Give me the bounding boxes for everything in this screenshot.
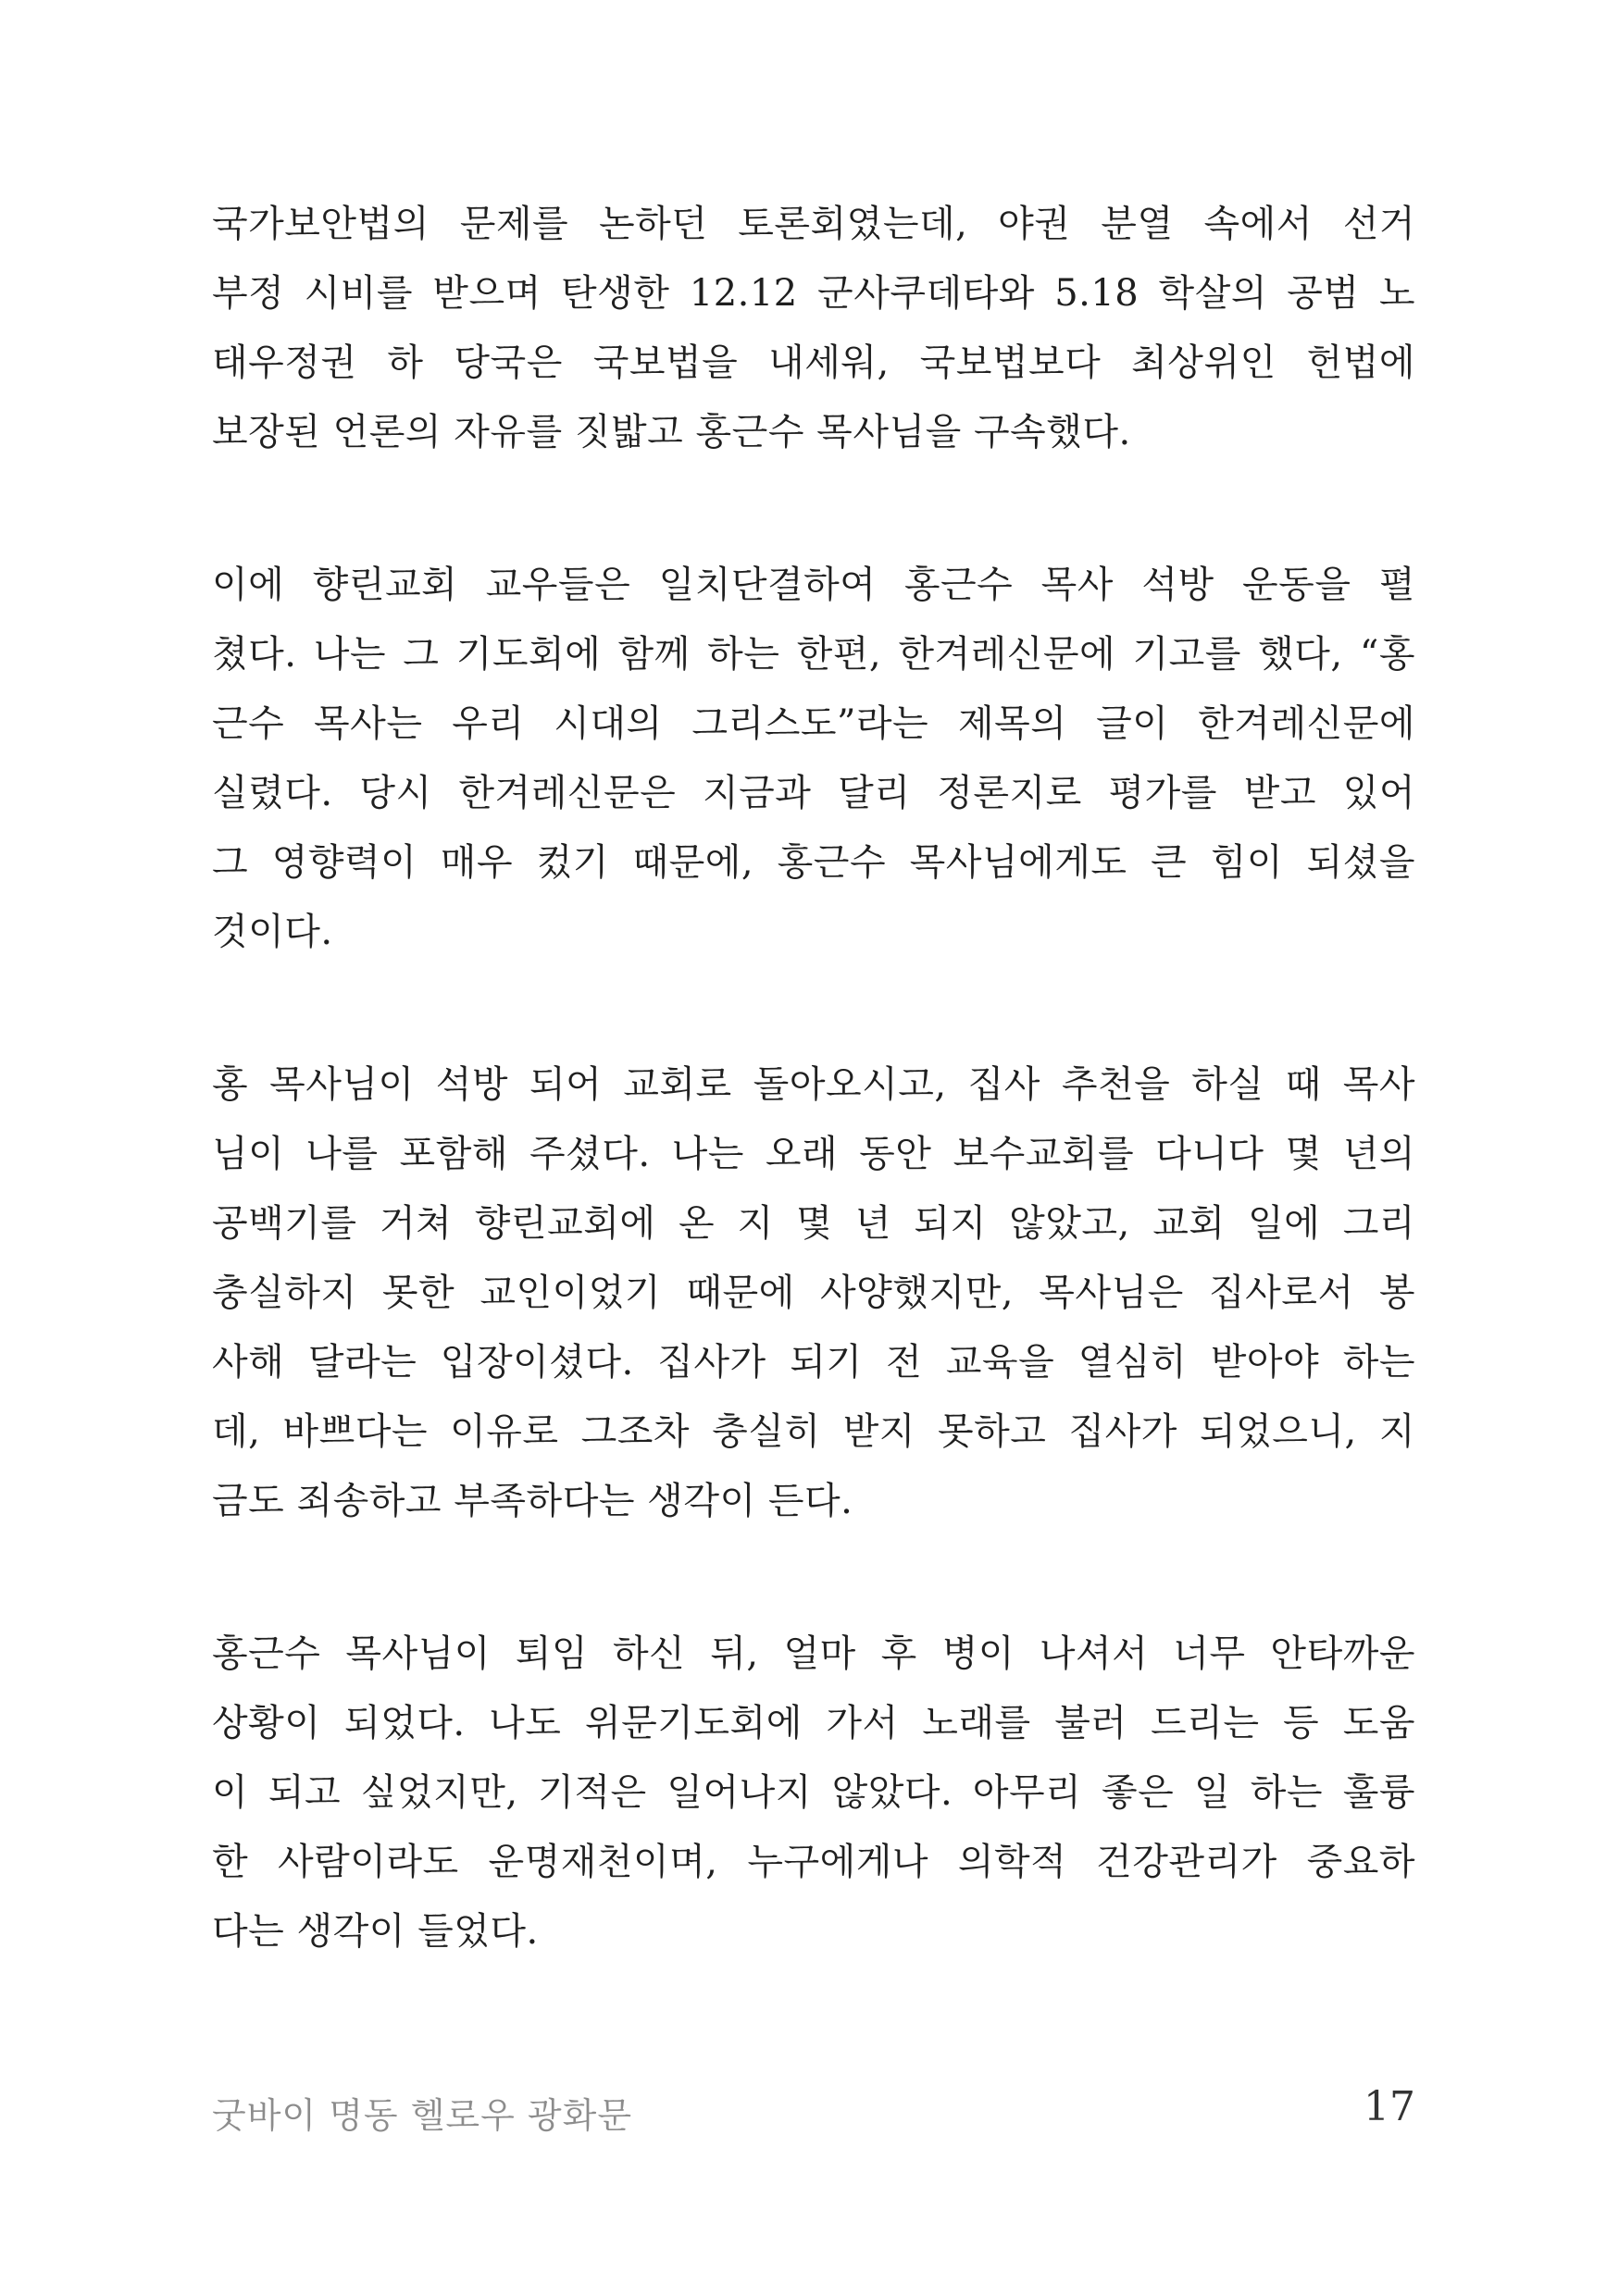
text-line: 것이다. — [212, 911, 333, 953]
text-line: 쳤다. 나는 그 기도회에 함께 하는 한편, 한겨레신문에 기고를 했다, “홍 — [212, 633, 1415, 676]
text-line: 부정 시비를 받으며 탄생한 12.12 군사쿠데타와 5.18 학살의 공범 노 — [212, 272, 1415, 315]
text-line: 근수 목사는 우리 시대의 그리스도”라는 제목의 글이 한겨레신문에 — [212, 702, 1415, 745]
text-line: 다는 생각이 들었다. — [212, 1910, 539, 1953]
page-number: 17 — [1364, 2083, 1415, 2130]
text-line: 보장된 언론의 자유를 짓밟고 홍근수 목사님을 구속했다. — [212, 411, 1131, 453]
text-line: 한 사람이라도 운명재천이며, 누구에게나 의학적 건강관리가 중요하 — [212, 1841, 1415, 1883]
body-text — [212, 190, 1415, 2050]
text-line: 충실하지 못한 교인이었기 때문에 사양했지만, 목사님은 집사로서 봉 — [212, 1272, 1415, 1314]
text-line: 홍 목사님이 석방 되어 교회로 돌아오시고, 집사 추천을 하실 때 목사 — [212, 1063, 1415, 1106]
paragraph-4 — [212, 1620, 1415, 1967]
paragraph-3 — [212, 1050, 1415, 1536]
text-line: 실렸다. 당시 한겨레신문은 지금과 달리 정론지로 평가를 받고 있어 — [212, 772, 1415, 814]
paragraph-2 — [212, 551, 1415, 967]
text-line: 사해 달라는 입장이셨다. 집사가 되기 전 교육을 열심히 받아야 하는 — [212, 1341, 1415, 1384]
running-footer-title: 굿바이 명동 헬로우 광화문 — [212, 2095, 633, 2136]
paragraph-1 — [212, 190, 1415, 467]
text-line: 홍근수 목사님이 퇴임 하신 뒤, 얼마 후 병이 나셔서 너무 안타까운 — [212, 1632, 1415, 1675]
text-line: 님이 나를 포함해 주셨다. 나는 오래 동안 보수교회를 다니다 몇 년의 — [212, 1133, 1415, 1175]
text-line: 데, 바쁘다는 이유로 그조차 충실히 받지 못하고 집사가 되었으니, 지 — [212, 1410, 1415, 1453]
text-line: 그 영향력이 매우 컸기 때문에, 홍근수 목사님에게도 큰 힘이 되셨을 — [212, 841, 1415, 884]
text-line: 금도 죄송하고 부족하다는 생각이 든다. — [212, 1480, 853, 1522]
text-line: 공백기를 거쳐 향린교회에 온 지 몇 년 되지 않았고, 교회 일에 그리 — [212, 1202, 1415, 1245]
text-line: 국가보안법의 문제를 논하던 토론회였는데, 야권 분열 속에서 선거 — [212, 203, 1415, 245]
text-line: 이 되고 싶었지만, 기적은 일어나지 않았다. 아무리 좋은 일 하는 훌륭 — [212, 1771, 1415, 1814]
text-line: 태우정권 하 당국은 국보법을 내세워, 국보법보다 최상위인 헌법에 — [212, 341, 1415, 384]
text-line: 상황이 되었다. 나도 위문기도회에 가서 노래를 불러 드리는 등 도움 — [212, 1702, 1415, 1744]
page-footer — [212, 2083, 1415, 2136]
text-line: 이에 향린교회 교우들은 일치단결하여 홍근수 목사 석방 운동을 펼 — [212, 564, 1415, 606]
